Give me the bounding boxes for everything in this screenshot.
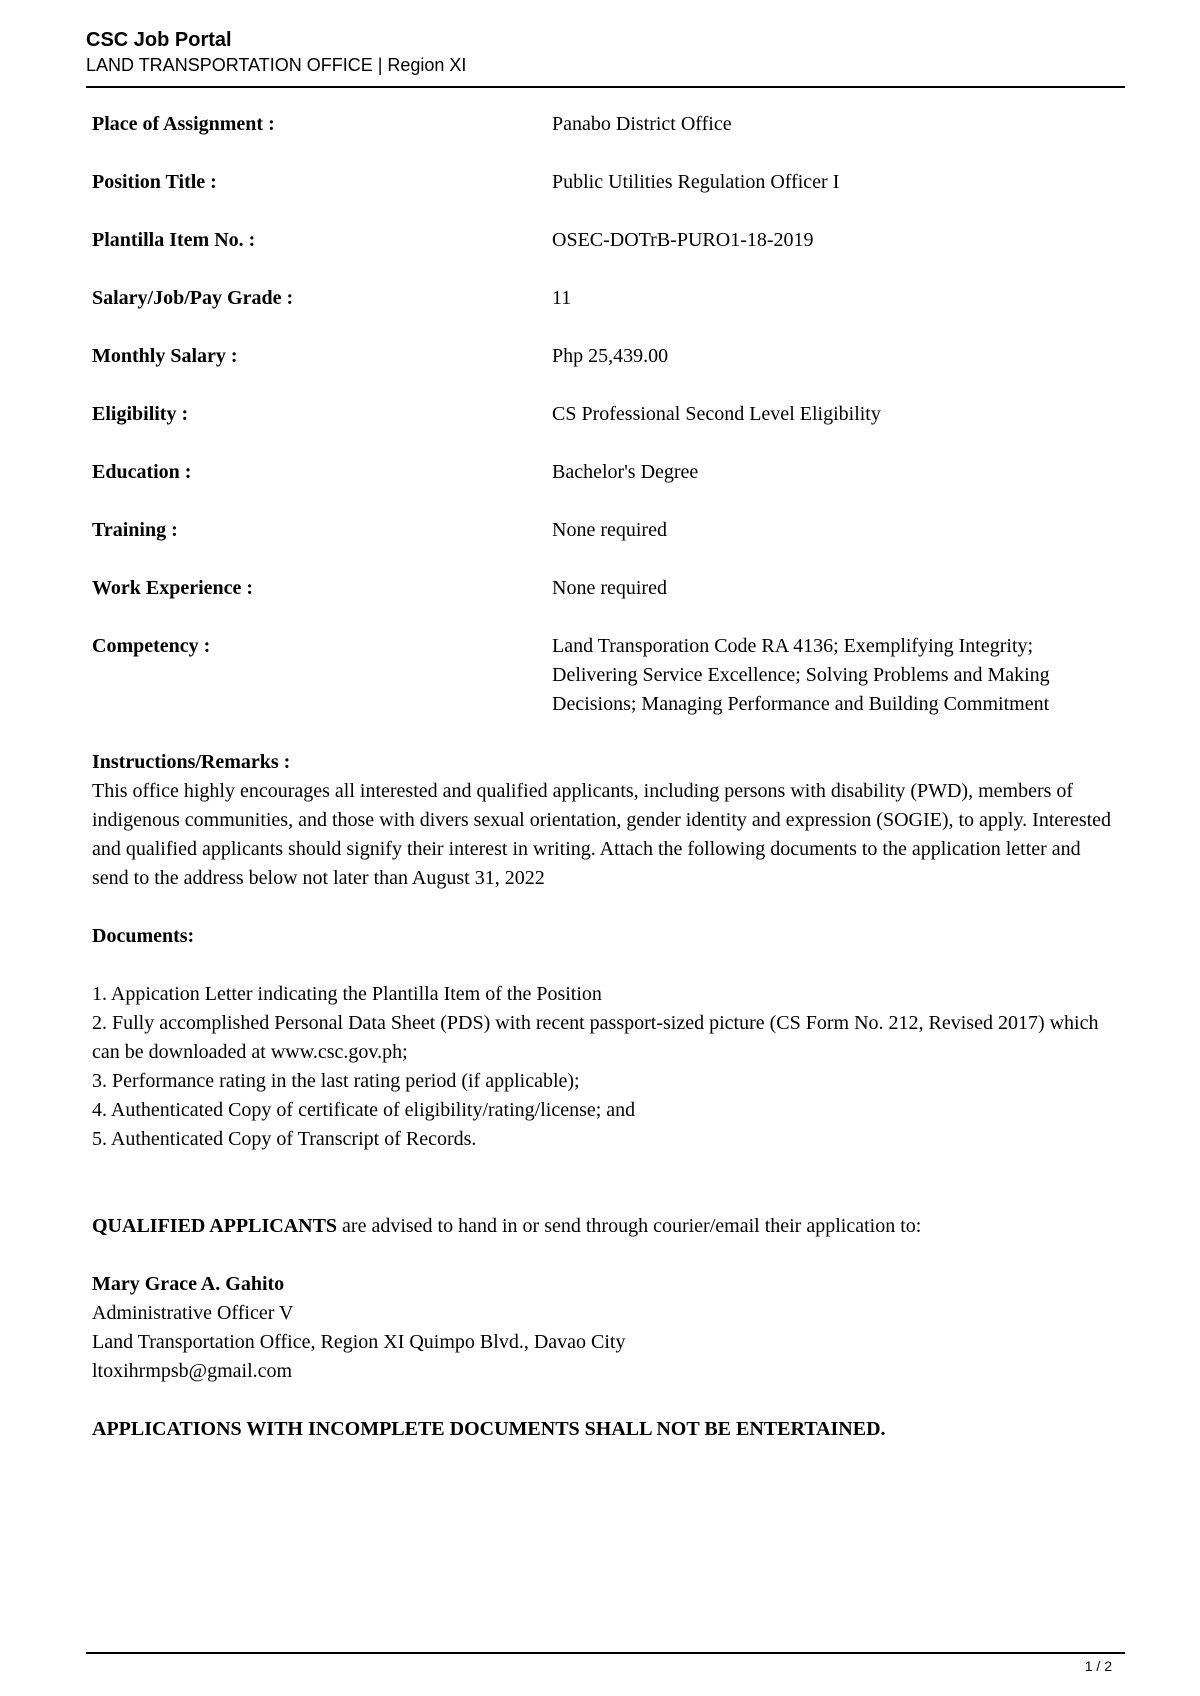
field-label: Monthly Salary : [92, 345, 238, 367]
field-education [92, 458, 1112, 487]
document-item: 4. Authenticated Copy of certificate of eligibility/rating/license; and [92, 1099, 636, 1121]
incomplete-documents-notice: APPLICATIONS WITH INCOMPLETE DOCUMENTS SHALL NOT BE ENTERTAINED. [92, 1418, 886, 1440]
field-label: Salary/Job/Pay Grade : [92, 287, 294, 309]
footer-divider [86, 1652, 1125, 1654]
field-value: OSEC-DOTrB-PURO1-18-2019 [552, 229, 814, 251]
field-value: None required [552, 577, 667, 599]
field-label: Training : [92, 519, 178, 541]
instructions-text: This office highly encourages all interested and qualified applicants, including persons with disability (PWD), members of indigenous communities, and those with divers sexual orientation, gender identity and expression (SOGIE), to apply. Interested and qualified applicants should signify their interest in writing. Attach the following documents to the application letter and send to the address below not later than August 31, 2022 [92, 780, 1112, 889]
document-item: 1. Appication Letter indicating the Plantilla Item of the Position [92, 983, 602, 1005]
documents-title: Documents: [92, 925, 195, 947]
instructions-title: Instructions/Remarks : [92, 751, 291, 773]
contact-position: Administrative Officer V [92, 1302, 294, 1324]
field-plantilla-item [92, 226, 1112, 255]
contact-email[interactable]: ltoxihrmpsb@gmail.com [92, 1360, 293, 1382]
field-label: Place of Assignment : [92, 113, 275, 135]
qualified-applicants-note [92, 1212, 1112, 1241]
field-label: Work Experience : [92, 577, 254, 599]
field-value: None required [552, 519, 667, 541]
page-number: 1 / 2 [1084, 1658, 1112, 1674]
office-subtitle: LAND TRANSPORTATION OFFICE | Region XI [86, 55, 467, 75]
document-item: 5. Authenticated Copy of Transcript of Records. [92, 1128, 477, 1150]
field-value: Bachelor's Degree [552, 461, 699, 483]
qualified-rest: are advised to hand in or send through courier/email their application to: [337, 1215, 922, 1237]
field-label: Plantilla Item No. : [92, 229, 256, 251]
field-value: 11 [552, 287, 572, 309]
contact-address: Land Transportation Office, Region XI Quimpo Blvd., Davao City [92, 1331, 626, 1353]
field-label: Competency : [92, 635, 211, 657]
field-position-title [92, 168, 1112, 197]
field-salary-grade [92, 284, 1112, 313]
job-posting [92, 110, 1112, 1444]
page-header [86, 28, 1126, 76]
portal-title: CSC Job Portal [86, 29, 232, 51]
field-eligibility [92, 400, 1112, 429]
field-value: Panabo District Office [552, 113, 732, 135]
field-monthly-salary [92, 342, 1112, 371]
field-label: Eligibility : [92, 403, 189, 425]
field-value: CS Professional Second Level Eligibility [552, 403, 881, 425]
field-competency [92, 632, 1112, 719]
field-value: Land Transporation Code RA 4136; Exemplifying Integrity; Delivering Service Excellence; Solving Problems and Making Decisions; Managing Performance and Building Commitment [552, 635, 1050, 715]
header-divider [86, 86, 1125, 88]
field-training [92, 516, 1112, 545]
field-label: Position Title : [92, 171, 217, 193]
document-item: 3. Performance rating in the last rating period (if applicable); [92, 1070, 580, 1092]
field-value: Public Utilities Regulation Officer I [552, 171, 840, 193]
qualified-lead: QUALIFIED APPLICANTS [92, 1215, 338, 1237]
contact-name: Mary Grace A. Gahito [92, 1273, 285, 1295]
field-label: Education : [92, 461, 192, 483]
field-place-of-assignment [92, 110, 1112, 139]
document-item: 2. Fully accomplished Personal Data Sheet (PDS) with recent passport-sized picture (CS Form No. 212, Revised 2017) which can be downloaded at www.csc.gov.ph; [92, 1012, 1099, 1063]
field-work-experience [92, 574, 1112, 603]
field-value: Php 25,439.00 [552, 345, 669, 367]
